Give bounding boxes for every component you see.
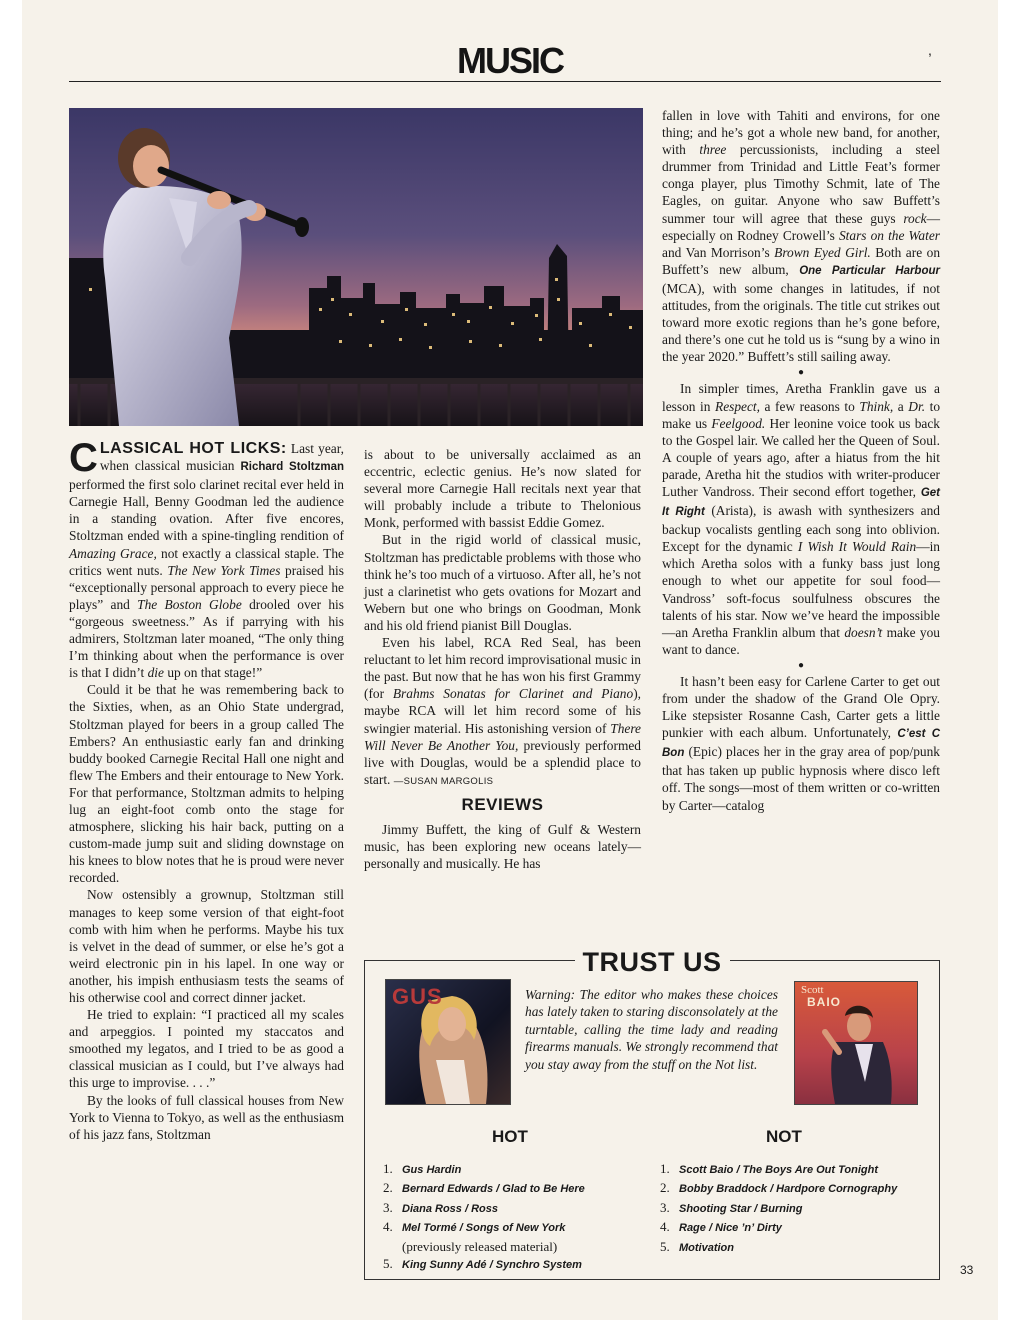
not-list-item [660, 1160, 925, 1179]
text-run: up on that stage!” [163, 665, 263, 681]
trust-us-title: TRUST US [575, 947, 730, 977]
list-entry-title: Scott Baio / The Boys Are Out Tonight [679, 1164, 879, 1176]
list-entry-title: Shooting Star / Burning [679, 1202, 803, 1215]
album-title: C’est C Bon [662, 728, 940, 760]
text-run: a [893, 398, 909, 414]
hot-heading: HOT [492, 1127, 528, 1146]
bullet-separator: ● [797, 659, 805, 671]
emphasis: rock [903, 210, 927, 226]
album-right-lettering-2: BAIO [807, 995, 841, 1009]
song-title: There Will Never Be Another You, [364, 720, 641, 753]
text-run: drooled over his “gorgeous sweetness.” As if parrying with his admirers, Stoltzman later moaned, “The only thing I’m thinking about when the performance is over is that I didn’t [69, 596, 344, 681]
page-number: 33 [960, 1263, 974, 1277]
text-run: percussionists, including a steel drummer from Trinidad and Little Feat’s former conga player, plus Timothy Schmit, late of The Eagles, on guitar. Anyone who saw Buffett’s summer tour will agree that these guys [662, 142, 941, 226]
emphasis: doesn’t [844, 624, 883, 640]
body-paragraph: Could it be that he was remembering back to the Sixties, when, as an Ohio State undergrad, Stoltzman played for beers in a group called The Embers? An enthusiastic early fan and drinking buddy booked Carnegie Recital Hall one night and flew The Embers and their entourage to New York. For that performance, Stoltzman admits to helping lug an eight-foot comb onto the stage for atmosphere, slicking his hair back, putting on a custom-made jump suit and sliding downstage on his knees to blow notes that he is proud were never recorded. [69, 682, 344, 886]
song-title: I Wish It Would Rain [797, 539, 917, 555]
magazine-page [22, 0, 998, 1320]
list-entry-note: (previously released material) [402, 1238, 558, 1254]
album-title: Brahms Sonatas for Clarinet and Piano [392, 686, 634, 702]
song-title: Think, [859, 398, 894, 414]
emphasis: die [147, 665, 164, 681]
song-title: Brown Eyed Girl. [774, 244, 871, 260]
body-paragraph: But in the rigid world of classical music, Stoltzman has predictable problems with those who think he’s too much of a virtuoso. After all, he’s not just a clarinetist who gets ovations for Mozart and Webern but one who brings on Goodman, Monk and his old friend pianist Bill Douglas. [364, 532, 641, 633]
body-paragraph: Jimmy Buffett, the king of Gulf & Western music, has been exploring new oceans lately—personally and musically. He has [364, 821, 641, 872]
hot-list [383, 1160, 648, 1274]
body-paragraph: Now ostensibly a grownup, Stoltzman still manages to keep some version of that eight-foot comb with him when he performs. Maybe his tux is velvet in the dead of summer, or else he’s got a weird electronic pin in his lapel. In one way or another, his impish enthusiasm tests the seams of his otherwise cool and correct dinner jacket. [69, 887, 344, 1005]
song-title: Respect, [715, 398, 760, 414]
text-run: (Epic) places her in the gray area of pop/punk that has taken up public hypnosis where disco left off. The songs—most of them written or co-written by Carter—catalog [662, 744, 940, 813]
list-number: 1. [383, 1161, 393, 1176]
text-run: a few reasons to [760, 398, 860, 414]
body-paragraph [662, 673, 940, 814]
reviews-heading: REVIEWS [461, 794, 544, 814]
publication-title: The New York Times [167, 562, 281, 578]
not-list-item [660, 1179, 925, 1198]
text-run: ), maybe RCA will let him record some of his swingier material. His astonishing version of [364, 686, 641, 736]
song-title: Feelgood. [711, 415, 766, 431]
list-entry-title: Bernard Edwards / Glad to Be Here [402, 1183, 585, 1196]
header-rule [69, 81, 941, 82]
not-list [660, 1160, 925, 1257]
not-list-item [660, 1199, 925, 1218]
album-title: One Particular Harbour [799, 264, 940, 277]
body-paragraph: By the looks of full classical houses from New York to Vienna to Tokyo, as well as the enthusiasm of his jazz fans, Stoltzman [69, 1092, 344, 1142]
text-run: (Arista), is awash with synthesizers and backup vocalists gentling each song into oblivion. Except for the dynamic [662, 503, 940, 555]
article-column-2 [364, 446, 641, 872]
list-entry-title: Motivation [679, 1241, 734, 1254]
section-header: MUSIC [457, 40, 563, 81]
warning-text: Warning: The editor who makes these choices has lately taken to staring disconsolately at the turntable, calling the time lady and reading firearms manuals. We strongly recommend that you stay away from the stuff on the Not list. [525, 987, 778, 1072]
body-paragraph [364, 634, 641, 790]
list-entry-title: Mel Tormé / Songs of New York [402, 1222, 566, 1235]
hot-list-item [383, 1255, 648, 1274]
list-entry-title: Diana Ross / Ross [402, 1202, 498, 1215]
text-run: praised his “exceptionally personal approach to every piece he plays” and [69, 562, 344, 612]
album-title: Get It Right [662, 486, 940, 519]
clarinetist-photo [69, 108, 643, 426]
not-list-item [660, 1218, 925, 1237]
hot-list-item [383, 1218, 648, 1255]
article-column-3 [662, 107, 940, 814]
list-number: 3. [660, 1199, 670, 1215]
text-run: (MCA), with some changes in latitudes, if not attitudes, from the originals. The title cut strikes out toward more exotic regions than he’s gone before, and there’s one cut he told us is “sung by a wino in the year 2020.” Buffett’s still sailing away. [662, 280, 940, 365]
lead-paragraph [69, 436, 345, 681]
hot-list-item [383, 1160, 648, 1179]
text-run: In simpler times, Aretha Franklin gave us a lesson in [662, 381, 940, 414]
body-paragraph [662, 107, 940, 365]
list-entry-title: Bobby Braddock / Hardpore Cornography [679, 1183, 898, 1196]
list-number: 2. [660, 1180, 670, 1196]
skyline-photo-illustration [69, 108, 643, 426]
text-run: —in which Aretha solos with a funky bass just long enough to whet our appetite for soul food—Vandross’ soft-focus soulfulness obscures the talents of his star. Now we’ve heard the impossible—an Aretha Franklin album that [662, 539, 940, 640]
artist-name: Richard Stoltzman [240, 461, 344, 474]
publication-title: The Boston Globe [137, 596, 242, 612]
not-heading: NOT [766, 1127, 802, 1146]
text-run: previously performed live with Douglas, would be a splendid place to start. [364, 737, 641, 787]
text-run: fallen in love with Tahiti and environs, for one thing; and he’s got a whole new band, for another, with [662, 108, 940, 158]
list-entry-title: Gus Hardin [402, 1164, 462, 1176]
list-number: 4. [660, 1219, 670, 1235]
trust-us-box [364, 947, 940, 1280]
drop-cap: C [69, 436, 98, 480]
trust-us-title-wrap [365, 947, 939, 978]
byline: —SUSAN MARGOLIS [393, 775, 494, 787]
song-title: Dr. [908, 398, 926, 414]
list-number: 5. [383, 1256, 393, 1272]
text-run: Last year, when classical musician [99, 441, 345, 474]
text-run: not exactly a classical staple. The critics went nuts. [69, 545, 344, 578]
list-entry-title: Rage / Nice ’n’ Dirty [679, 1222, 782, 1235]
album-right-lettering-1: Scott [801, 984, 824, 996]
bullet-separator: ● [797, 367, 805, 379]
text-run: to make us [662, 398, 941, 431]
body-paragraph: He tried to explain: “I practiced all my scales and arpeggios. I pointed my staccatos and smoothed my legatos, and I tried to be as good a classical musician as I could, but I’ve always had this urge to improvise. . . .” [69, 1007, 344, 1091]
text-run: Both are on Buffett’s new album, [662, 244, 941, 277]
body-paragraph: is about to be universally acclaimed as an eccentric, eclectic genius. He’s now slated for several more Carnegie Hall recitals next year that will probably include a tribute to Thelonious Monk, performed with bassist Eddie Gomez. [364, 447, 641, 531]
list-number: 2. [383, 1180, 393, 1196]
body-paragraph [662, 380, 940, 658]
album-cover-scott-baio [794, 981, 918, 1105]
text-run: It hasn’t been easy for Carlene Carter to get out from under the shadow of the Grand Ole Opry. Like stepsister Rosanne Cash, Carter gets a little punkier with each album. Unfortunately, [662, 673, 940, 741]
hot-list-item [383, 1199, 648, 1218]
album-cover-gus-hardin [385, 979, 511, 1105]
article-column-1 [69, 436, 345, 1143]
song-title: Amazing Grace, [69, 545, 157, 561]
not-list-item [660, 1238, 925, 1257]
text-run: Even his label, RCA Red Seal, has been reluctant to let him record improvisational music in the past. But now that he has won his first Grammy (for [364, 635, 641, 702]
song-title: Stars on the Water [838, 227, 941, 243]
text-run: —especially on Rodney Crowell’s [662, 210, 940, 243]
list-entry-title: King Sunny Adé / Synchro System [402, 1259, 582, 1272]
kicker-heading: LASSICAL HOT LICKS: [99, 440, 287, 457]
list-number: 4. [383, 1219, 393, 1235]
header-mark: , [928, 42, 932, 58]
album-left-lettering: GUS [392, 984, 443, 1009]
emphasis: three [699, 142, 727, 158]
text-run: Her leonine voice took us back to the Gospel lair. We called her the Queen of Soul. A couple of years ago, after a hiatus from the hit parade, Aretha hit the studios with writer-producer Luther Vandross. Their second effort together, [662, 415, 940, 499]
hot-list-item [383, 1179, 648, 1198]
text-run: and Van Morrison’s [662, 244, 775, 260]
text-run: performed the first solo clarinet recital ever held in Carnegie Hall, Benny Goodman led the audience in a standing ovation. After five encores, Stoltzman ended with a spine-tingling rendition of [69, 477, 344, 544]
list-number: 1. [660, 1161, 670, 1176]
list-number: 3. [383, 1199, 393, 1215]
list-number: 5. [660, 1238, 670, 1254]
text-run: make you want to dance. [662, 624, 940, 657]
